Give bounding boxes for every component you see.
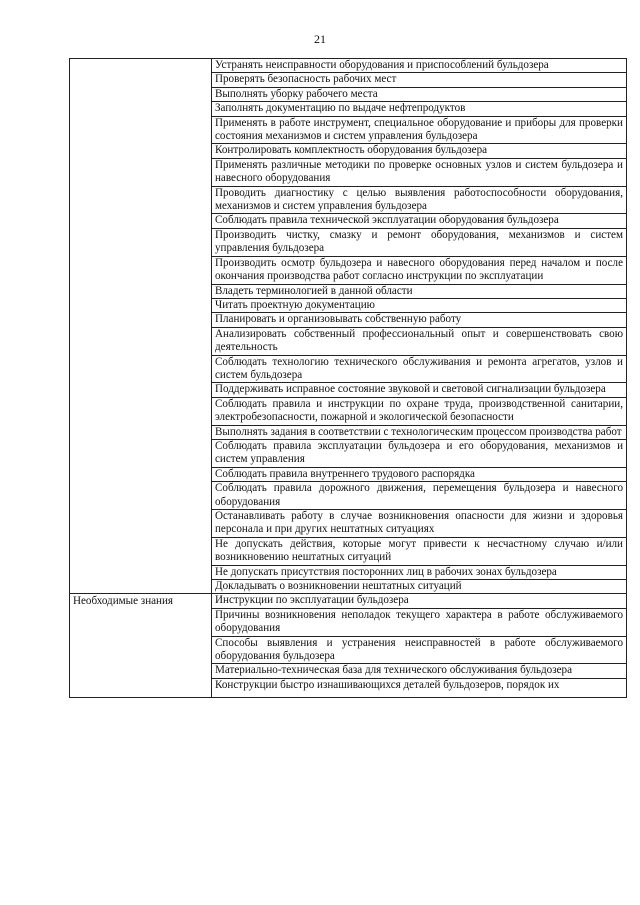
- skill-item: Выполнять уборку рабочего места: [212, 87, 627, 101]
- skill-item: Производить осмотр бульдозера и навесного оборудования перед началом и после окончания производства работ согласно инструкции по эксплуатации: [212, 256, 627, 284]
- skill-item: Соблюдать правила внутреннего трудового распорядка: [212, 467, 627, 481]
- skill-item: Соблюдать технологию технического обслуживания и ремонта агрегатов, узлов и систем бульдозера: [212, 355, 627, 383]
- knowledge-item: Причины возникновения неполадок текущего характера в работе обслуживаемого оборудования: [212, 608, 627, 636]
- skill-item: Применять различные методики по проверке основных узлов и систем бульдозера и навесного оборудования: [212, 158, 627, 186]
- knowledge-item: Инструкции по эксплуатации бульдозера: [212, 594, 627, 608]
- skill-item: Поддерживать исправное состояние звуковой и световой сигнализации бульдозера: [212, 383, 627, 397]
- skill-item: Проводить диагностику с целью выявления работоспособности оборудования, механизмов и систем управления бульдозера: [212, 186, 627, 214]
- knowledge-label: Необходимые знания: [70, 594, 212, 697]
- skill-item: Планировать и организовывать собственную работу: [212, 313, 627, 327]
- page-number: 21: [314, 32, 326, 46]
- skill-item: Не допускать действия, которые могут привести к несчастному случаю и/или возникновению нештатных ситуаций: [212, 537, 627, 565]
- knowledge-item: Конструкции быстро изнашивающихся деталей бульдозеров, порядок их: [212, 678, 627, 697]
- skill-item: Соблюдать правила дорожного движения, перемещения бульдозера и навесного оборудования: [212, 482, 627, 510]
- skill-item: Применять в работе инструмент, специальное оборудование и приборы для проверки состояния механизмов и систем управления бульдозера: [212, 116, 627, 144]
- skill-item: Не допускать присутствия посторонних лиц в рабочих зонах бульдозера: [212, 565, 627, 579]
- knowledge-item: Материально-техническая база для технического обслуживания бульдозера: [212, 664, 627, 678]
- skill-item: Выполнять задания в соответствии с технологическим процессом производства работ: [212, 425, 627, 439]
- skill-item: Анализировать собственный профессиональный опыт и совершенствовать свою деятельность: [212, 327, 627, 355]
- skill-item: Устранять неисправности оборудования и приспособлений бульдозера: [212, 59, 627, 73]
- skill-item: Соблюдать правила технической эксплуатации оборудования бульдозера: [212, 214, 627, 228]
- skill-item: Владеть терминологией в данной области: [212, 284, 627, 298]
- skill-item: Останавливать работу в случае возникновения опасности для жизни и здоровья персонала и при других нештатных ситуациях: [212, 510, 627, 538]
- skill-item: Соблюдать правила эксплуатации бульдозера и его оборудования, механизмов и систем управления: [212, 439, 627, 467]
- skill-item: Контролировать комплектность оборудования бульдозера: [212, 144, 627, 158]
- skill-item: Проверять безопасность рабочих мест: [212, 73, 627, 87]
- skill-item: Соблюдать правила и инструкции по охране труда, производственной санитарии, электробезопасности, пожарной и экологической безопасности: [212, 397, 627, 425]
- skill-item: Заполнять документацию по выдаче нефтепродуктов: [212, 102, 627, 116]
- knowledge-item: Способы выявления и устранения неисправностей в работе обслуживаемого оборудования бульдозера: [212, 636, 627, 664]
- skill-item: Докладывать о возникновении нештатных ситуаций: [212, 580, 627, 594]
- skill-item: Производить чистку, смазку и ремонт оборудования, механизмов и систем управления бульдозера: [212, 228, 627, 256]
- table-row: [70, 59, 627, 73]
- table-row: [70, 594, 627, 608]
- competency-table: [69, 58, 627, 698]
- skill-item: Читать проектную документацию: [212, 298, 627, 312]
- skills-label-cell: [70, 59, 212, 594]
